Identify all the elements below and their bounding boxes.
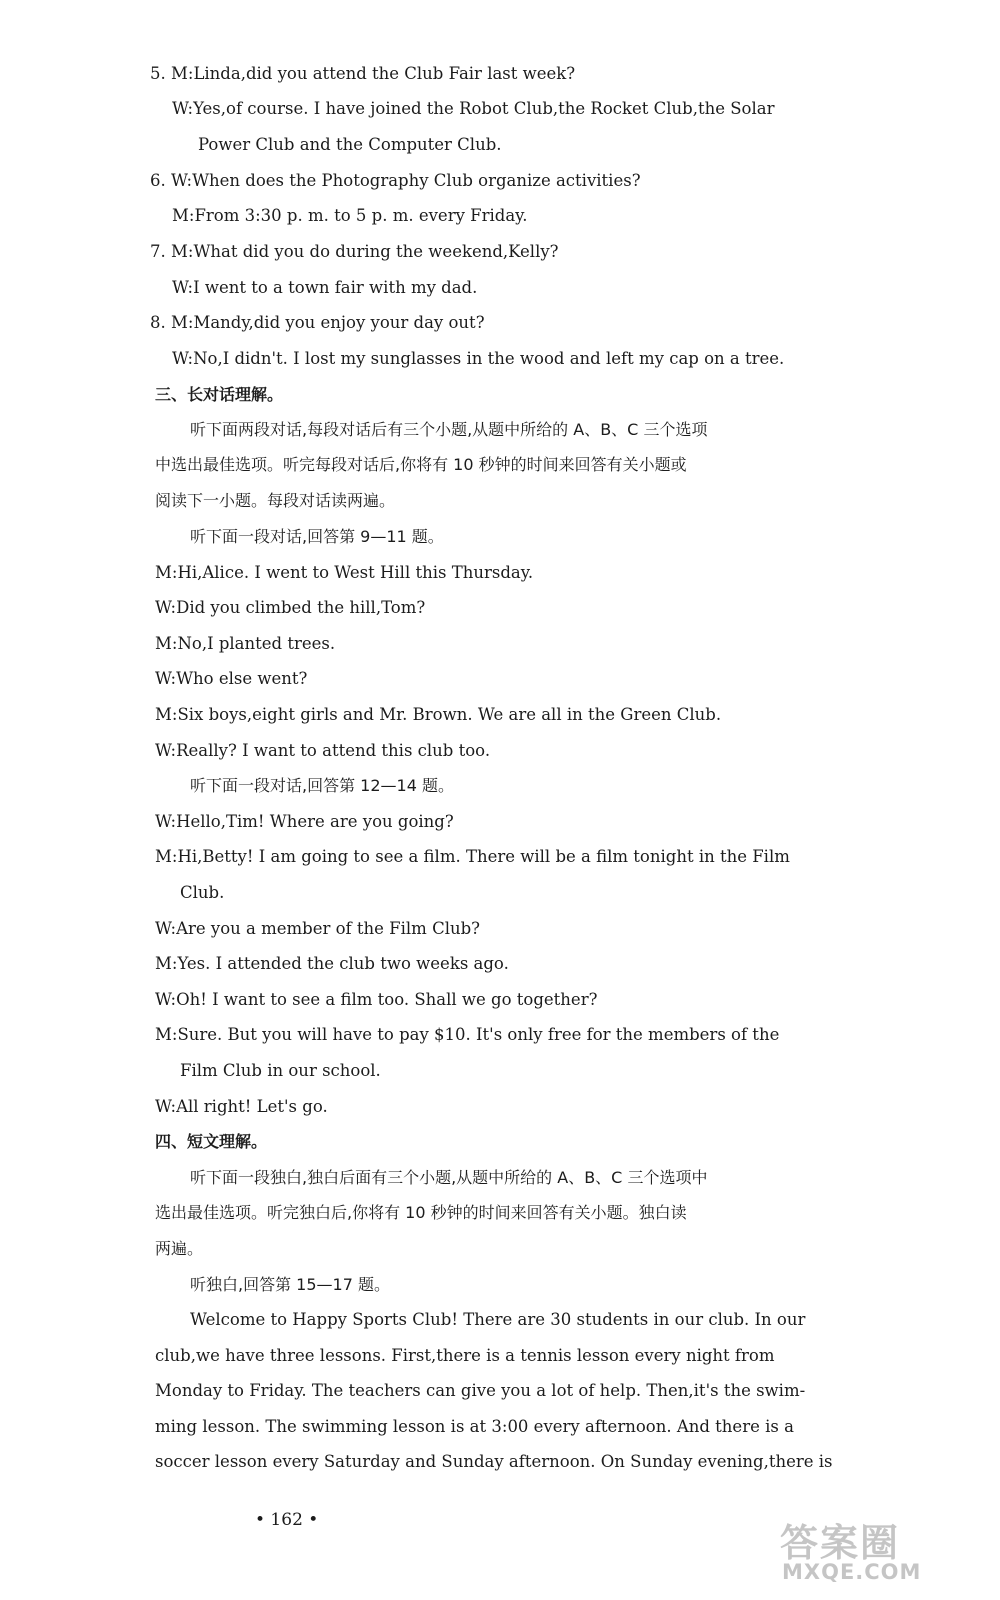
dialogue-1-line: W:Really? I want to attend this club too. (155, 741, 491, 760)
dialogue-2-line: W:Are you a member of the Film Club? (155, 919, 481, 938)
dialogue-2-line: W:Hello,Tim! Where are you going? (155, 812, 454, 831)
dialogue-2-line: M:Hi,Betty! I am going to see a film. There will be a film tonight in the Film (155, 847, 790, 866)
passage-line: soccer lesson every Saturday and Sunday afternoon. On Sunday evening,there is (155, 1452, 833, 1471)
page-number: • 162 • (255, 1510, 319, 1530)
passage-line: club,we have three lessons. First,there is a tennis lesson every night from (155, 1346, 775, 1365)
question-5-man: 5. M:Linda,did you attend the Club Fair last week? (150, 64, 576, 83)
dialogue-1-line: W:Did you climbed the hill,Tom? (155, 598, 426, 617)
question-5-woman: W:Yes,of course. I have joined the Robot Club,the Rocket Club,the Solar (172, 99, 775, 118)
question-8-man: 8. M:Mandy,did you enjoy your day out? (150, 313, 485, 332)
dialogue-2-line: W:Oh! I want to see a film too. Shall we go together? (155, 990, 598, 1009)
dialogue-1-prompt: 听下面一段对话,回答第 9—11 题。 (190, 527, 444, 546)
dialogue-1-line: M:Hi,Alice. I went to West Hill this Thursday. (155, 563, 534, 582)
dialogue-1-line: W:Who else went? (155, 669, 308, 688)
monologue-prompt: 听独白,回答第 15—17 题。 (190, 1275, 390, 1294)
passage-line: ming lesson. The swimming lesson is at 3:00 every afternoon. And there is a (155, 1417, 794, 1436)
question-7-woman: W:I went to a town fair with my dad. (172, 278, 478, 297)
question-7-man: 7. M:What did you do during the weekend,Kelly? (150, 242, 559, 261)
question-5-woman-cont: Power Club and the Computer Club. (198, 135, 502, 154)
watermark-site: MXQE.COM (782, 1560, 922, 1584)
section-4-heading: 四、短文理解。 (155, 1132, 268, 1151)
question-6-woman: 6. W:When does the Photography Club organize activities? (150, 171, 641, 190)
dialogue-2-line: M:Yes. I attended the club two weeks ago. (155, 954, 509, 973)
question-8-woman: W:No,I didn't. I lost my sunglasses in the wood and left my cap on a tree. (172, 349, 785, 368)
section-4-instruction-2: 选出最佳选项。听完独白后,你将有 10 秒钟的时间来回答有关小题。独白读 (155, 1203, 687, 1222)
passage-line: Monday to Friday. The teachers can give you a lot of help. Then,it's the swim- (155, 1381, 806, 1400)
dialogue-2-line-cont: Club. (180, 883, 225, 902)
passage-line: Welcome to Happy Sports Club! There are 30 students in our club. In our (190, 1310, 806, 1329)
dialogue-1-line: M:Six boys,eight girls and Mr. Brown. We are all in the Green Club. (155, 705, 722, 724)
section-4-instruction: 听下面一段独白,独白后面有三个小题,从题中所给的 A、B、C 三个选项中 (190, 1168, 708, 1187)
dialogue-2-line: M:Sure. But you will have to pay $10. It's only free for the members of the (155, 1025, 780, 1044)
dialogue-2-line: W:All right! Let's go. (155, 1097, 328, 1116)
watermark (772, 1512, 982, 1590)
section-3-instruction: 听下面两段对话,每段对话后有三个小题,从题中所给的 A、B、C 三个选项 (190, 420, 708, 439)
section-3-instruction-2: 中选出最佳选项。听完每段对话后,你将有 10 秒钟的时间来回答有关小题或 (155, 455, 687, 474)
dialogue-2-line-cont: Film Club in our school. (180, 1061, 381, 1080)
section-3-heading: 三、长对话理解。 (155, 385, 284, 404)
dialogue-1-line: M:No,I planted trees. (155, 634, 336, 653)
watermark-logo: 答案圈 (780, 1521, 901, 1565)
section-3-instruction-3: 阅读下一小题。每段对话读两遍。 (155, 491, 396, 510)
section-4-instruction-3: 两遍。 (155, 1239, 204, 1258)
dialogue-2-prompt: 听下面一段对话,回答第 12—14 题。 (190, 776, 454, 795)
question-6-man: M:From 3:30 p. m. to 5 p. m. every Friday. (172, 206, 528, 225)
